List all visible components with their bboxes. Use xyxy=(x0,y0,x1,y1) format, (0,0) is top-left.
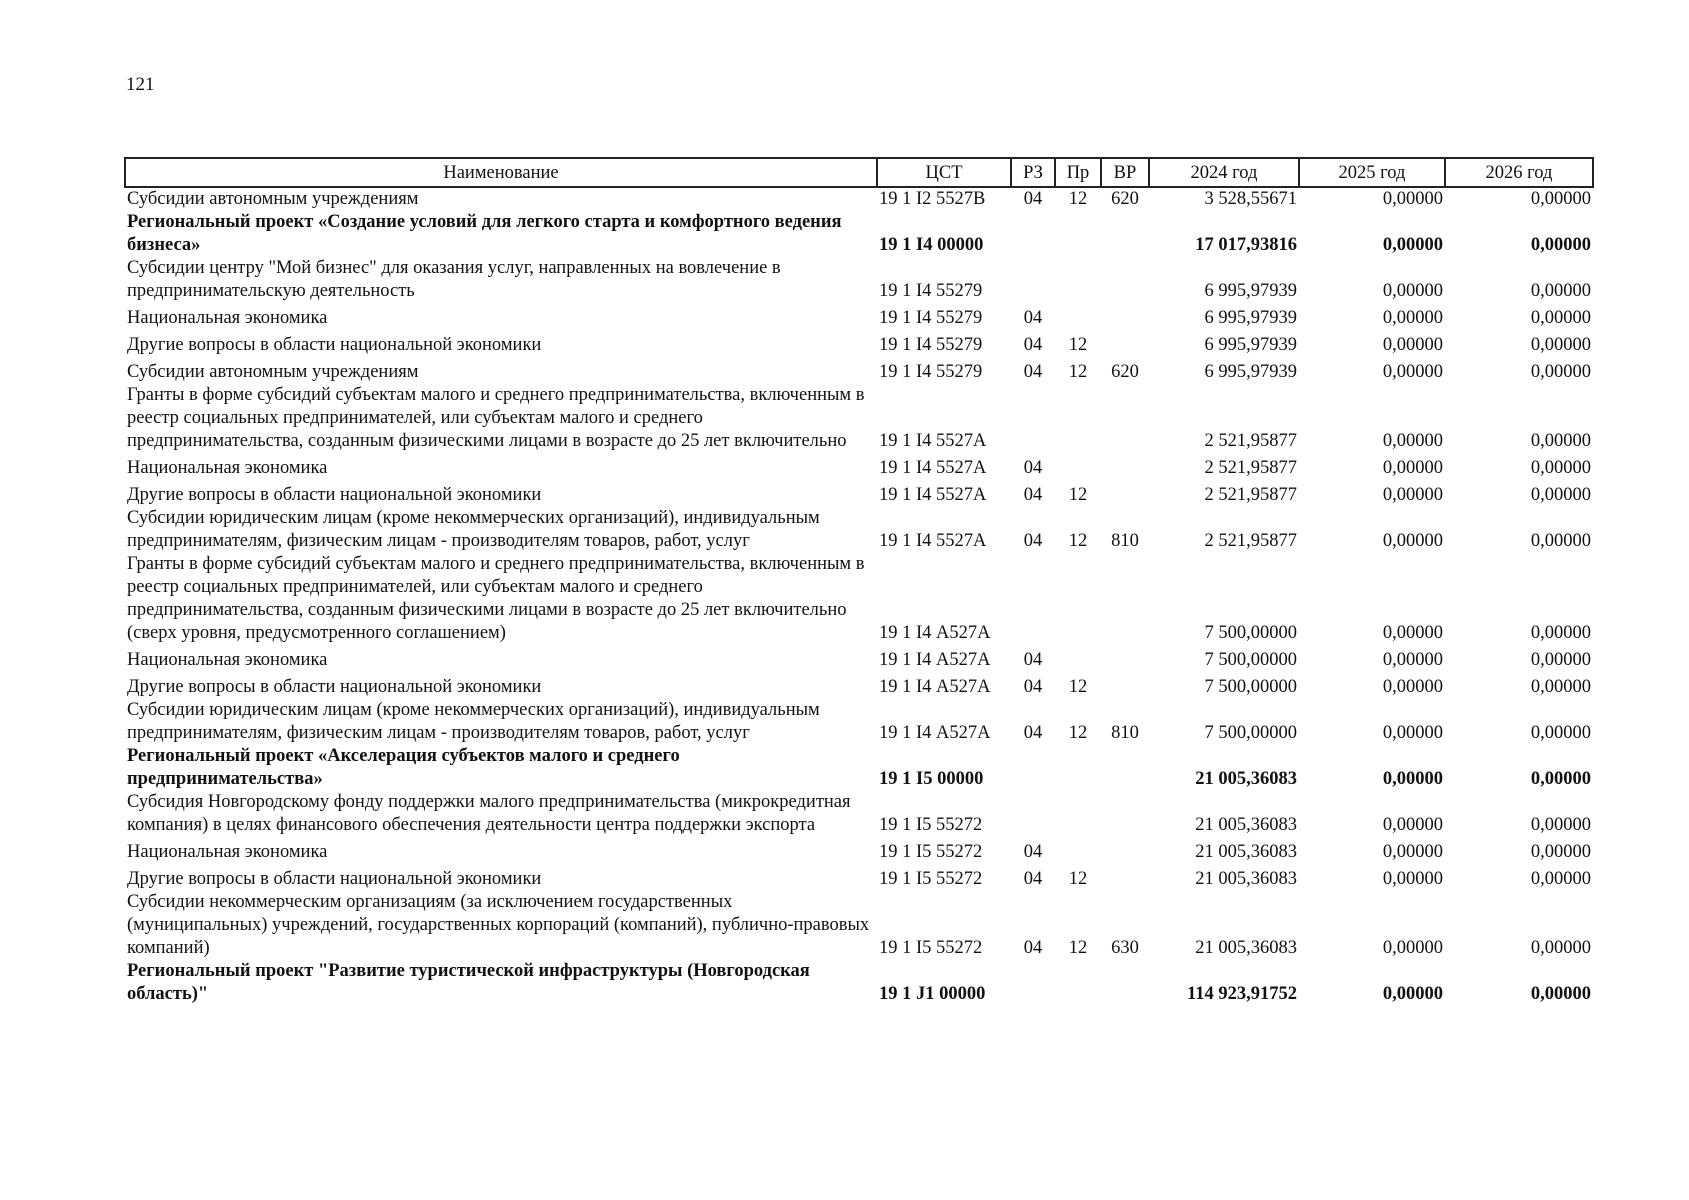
row-name: Другие вопросы в области национальной экономики xyxy=(127,485,542,505)
row-cst: 19 1 I4 А527А xyxy=(879,723,991,743)
row-value-2026: 0,00000 xyxy=(1530,335,1591,355)
row-vr xyxy=(1101,453,1149,480)
header-row xyxy=(125,158,1593,187)
row-value-2024: 21 005,36083 xyxy=(1195,938,1297,958)
table-row xyxy=(125,187,1593,211)
row-value-2024: 6 995,97939 xyxy=(1204,308,1297,328)
row-value-2025: 0,00000 xyxy=(1382,235,1443,255)
row-rz xyxy=(1011,960,1055,1006)
row-value-2024: 7 500,00000 xyxy=(1204,723,1297,743)
row-cst: 19 1 I4 00000 xyxy=(879,235,984,255)
row-value-2026: 0,00000 xyxy=(1530,531,1591,551)
row-vr xyxy=(1101,672,1149,699)
table-row xyxy=(125,891,1593,960)
row-value-2024: 3 528,55671 xyxy=(1204,189,1297,209)
row-cst: 19 1 I4 А527А xyxy=(879,650,991,670)
row-vr xyxy=(1101,553,1149,645)
row-value-2026: 0,00000 xyxy=(1530,458,1591,478)
row-name: Гранты в форме субсидий субъектам малого и среднего предпринимательства, включенным в реестр социальных предпринимателей, или субъектам малого и среднего предпринимательства, созданным физическими лицами в возрасте до 25 лет включительно xyxy=(127,385,865,451)
row-vr xyxy=(1101,303,1149,330)
row-pr: 12 xyxy=(1068,362,1088,382)
table-row xyxy=(125,453,1593,480)
page-number: 121 xyxy=(126,74,155,95)
row-value-2025: 0,00000 xyxy=(1382,869,1443,889)
row-rz xyxy=(1011,211,1055,257)
row-pr xyxy=(1055,453,1101,480)
row-value-2025: 0,00000 xyxy=(1382,335,1443,355)
row-pr: 12 xyxy=(1068,869,1088,889)
row-value-2024: 6 995,97939 xyxy=(1204,281,1297,301)
row-pr: 12 xyxy=(1068,189,1088,209)
row-rz: 04 xyxy=(1023,485,1043,505)
row-vr xyxy=(1101,211,1149,257)
row-rz: 04 xyxy=(1023,335,1043,355)
row-value-2024: 7 500,00000 xyxy=(1204,677,1297,697)
row-value-2026: 0,00000 xyxy=(1530,842,1591,862)
table-row xyxy=(125,791,1593,837)
row-pr: 12 xyxy=(1068,938,1088,958)
row-value-2025: 0,00000 xyxy=(1382,984,1443,1004)
table-row xyxy=(125,507,1593,553)
table-row xyxy=(125,480,1593,507)
row-cst: 19 1 J1 00000 xyxy=(879,984,986,1004)
row-cst: 19 1 I4 5527А xyxy=(879,431,987,451)
row-pr xyxy=(1055,553,1101,645)
row-vr: 810 xyxy=(1111,723,1139,743)
row-pr xyxy=(1055,837,1101,864)
row-name: Региональный проект "Развитие туристической инфраструктуры (Новгородская область)" xyxy=(127,961,810,1004)
row-value-2024: 2 521,95877 xyxy=(1204,531,1297,551)
row-cst: 19 1 I4 А527А xyxy=(879,677,991,697)
row-value-2026: 0,00000 xyxy=(1530,869,1591,889)
row-rz: 04 xyxy=(1023,189,1043,209)
row-value-2025: 0,00000 xyxy=(1382,189,1443,209)
row-value-2024: 6 995,97939 xyxy=(1204,362,1297,382)
row-value-2026: 0,00000 xyxy=(1530,650,1591,670)
row-value-2025: 0,00000 xyxy=(1382,938,1443,958)
row-vr xyxy=(1101,330,1149,357)
row-value-2026: 0,00000 xyxy=(1530,308,1591,328)
row-value-2025: 0,00000 xyxy=(1382,769,1443,789)
row-value-2024: 21 005,36083 xyxy=(1195,769,1297,789)
row-vr xyxy=(1101,837,1149,864)
row-pr xyxy=(1055,960,1101,1006)
row-name: Региональный проект «Создание условий для легкого старта и комфортного ведения бизнеса» xyxy=(127,212,842,255)
row-name: Национальная экономика xyxy=(127,458,328,478)
row-name: Субсидии автономным учреждениям xyxy=(127,362,419,382)
row-cst: 19 1 I2 5527В xyxy=(879,189,986,209)
row-vr: 620 xyxy=(1111,362,1139,382)
table-header xyxy=(125,158,1593,187)
row-cst: 19 1 I4 55279 xyxy=(879,335,983,355)
row-value-2025: 0,00000 xyxy=(1382,531,1443,551)
row-value-2026: 0,00000 xyxy=(1530,769,1591,789)
table-body xyxy=(125,187,1593,1006)
row-rz: 04 xyxy=(1023,677,1043,697)
row-pr xyxy=(1055,791,1101,837)
row-pr: 12 xyxy=(1068,677,1088,697)
row-value-2026: 0,00000 xyxy=(1530,815,1591,835)
row-value-2024: 21 005,36083 xyxy=(1195,842,1297,862)
row-vr xyxy=(1101,480,1149,507)
row-value-2024: 17 017,93816 xyxy=(1195,235,1297,255)
table-row xyxy=(125,303,1593,330)
row-rz xyxy=(1011,553,1055,645)
table-row xyxy=(125,864,1593,891)
row-pr xyxy=(1055,384,1101,453)
row-rz: 04 xyxy=(1023,362,1043,382)
row-rz xyxy=(1011,257,1055,303)
table-row xyxy=(125,257,1593,303)
row-cst: 19 1 I5 00000 xyxy=(879,769,984,789)
row-vr xyxy=(1101,384,1149,453)
row-value-2025: 0,00000 xyxy=(1382,431,1443,451)
row-rz: 04 xyxy=(1023,458,1043,478)
header-name: Наименование xyxy=(125,158,877,187)
row-vr xyxy=(1101,645,1149,672)
row-rz xyxy=(1011,384,1055,453)
row-cst: 19 1 I4 5527А xyxy=(879,485,987,505)
row-value-2026: 0,00000 xyxy=(1530,623,1591,643)
row-rz xyxy=(1011,745,1055,791)
row-name: Субсидия Новгородскому фонду поддержки малого предпринимательства (микрокредитная компания) в целях финансового обеспечения деятельности центра поддержки экспорта xyxy=(127,792,851,835)
row-rz: 04 xyxy=(1023,723,1043,743)
row-value-2024: 21 005,36083 xyxy=(1195,815,1297,835)
table-row xyxy=(125,330,1593,357)
row-name: Другие вопросы в области национальной экономики xyxy=(127,869,542,889)
row-pr: 12 xyxy=(1068,531,1088,551)
row-name: Субсидии центру "Мой бизнес" для оказания услуг, направленных на вовлечение в предпринимательскую деятельность xyxy=(127,258,781,301)
row-value-2026: 0,00000 xyxy=(1530,485,1591,505)
row-name: Субсидии некоммерческим организациям (за исключением государственных (муниципальных) учреждений, государственных корпораций (компаний), публично-правовых компаний) xyxy=(127,892,870,958)
table-row xyxy=(125,553,1593,645)
row-name: Субсидии юридическим лицам (кроме некоммерческих организаций), индивидуальным предпринимателям, физическим лицам - производителям товаров, работ, услуг xyxy=(127,700,820,743)
header-pr: Пр xyxy=(1055,158,1101,187)
row-value-2024: 7 500,00000 xyxy=(1204,623,1297,643)
row-value-2025: 0,00000 xyxy=(1382,650,1443,670)
row-value-2025: 0,00000 xyxy=(1382,815,1443,835)
header-cst: ЦСТ xyxy=(877,158,1011,187)
table-row xyxy=(125,672,1593,699)
row-value-2026: 0,00000 xyxy=(1530,281,1591,301)
row-value-2025: 0,00000 xyxy=(1382,362,1443,382)
row-value-2026: 0,00000 xyxy=(1530,723,1591,743)
row-pr xyxy=(1055,303,1101,330)
row-name: Гранты в форме субсидий субъектам малого и среднего предпринимательства, включенным в реестр социальных предпринимателей, или субъектам малого и среднего предпринимательства, созданным физическими лицами в возрасте до 25 лет включительно (сверх уровня, предусмотренного соглашением) xyxy=(127,554,865,643)
row-rz: 04 xyxy=(1023,842,1043,862)
row-value-2025: 0,00000 xyxy=(1382,677,1443,697)
row-vr: 810 xyxy=(1111,531,1139,551)
row-vr xyxy=(1101,745,1149,791)
row-cst: 19 1 I4 5527А xyxy=(879,458,987,478)
table-row xyxy=(125,960,1593,1006)
row-value-2026: 0,00000 xyxy=(1530,984,1591,1004)
row-value-2024: 2 521,95877 xyxy=(1204,458,1297,478)
row-vr xyxy=(1101,864,1149,891)
budget-table xyxy=(124,157,1594,1006)
row-pr xyxy=(1055,211,1101,257)
row-cst: 19 1 I4 А527А xyxy=(879,623,991,643)
row-name: Другие вопросы в области национальной экономики xyxy=(127,677,542,697)
row-rz: 04 xyxy=(1023,938,1043,958)
row-vr xyxy=(1101,960,1149,1006)
row-value-2025: 0,00000 xyxy=(1382,458,1443,478)
row-cst: 19 1 I4 55279 xyxy=(879,281,983,301)
row-cst: 19 1 I5 55272 xyxy=(879,815,983,835)
row-name: Другие вопросы в области национальной экономики xyxy=(127,335,542,355)
table-row xyxy=(125,384,1593,453)
row-pr: 12 xyxy=(1068,485,1088,505)
row-rz xyxy=(1011,791,1055,837)
row-name: Национальная экономика xyxy=(127,650,328,670)
row-vr: 630 xyxy=(1111,938,1139,958)
row-value-2026: 0,00000 xyxy=(1530,362,1591,382)
table-row xyxy=(125,211,1593,257)
row-value-2026: 0,00000 xyxy=(1530,431,1591,451)
row-name: Региональный проект «Акселерация субъектов малого и среднего предпринимательства» xyxy=(127,746,680,789)
row-rz: 04 xyxy=(1023,308,1043,328)
row-rz: 04 xyxy=(1023,869,1043,889)
row-cst: 19 1 I4 55279 xyxy=(879,308,983,328)
row-pr: 12 xyxy=(1068,335,1088,355)
row-rz: 04 xyxy=(1023,650,1043,670)
row-value-2024: 2 521,95877 xyxy=(1204,431,1297,451)
row-rz: 04 xyxy=(1023,531,1043,551)
row-value-2025: 0,00000 xyxy=(1382,308,1443,328)
row-value-2025: 0,00000 xyxy=(1382,723,1443,743)
header-2024: 2024 год xyxy=(1149,158,1299,187)
row-pr xyxy=(1055,645,1101,672)
row-value-2026: 0,00000 xyxy=(1530,938,1591,958)
row-vr xyxy=(1101,257,1149,303)
row-value-2024: 7 500,00000 xyxy=(1204,650,1297,670)
row-value-2025: 0,00000 xyxy=(1382,842,1443,862)
row-vr xyxy=(1101,791,1149,837)
row-value-2025: 0,00000 xyxy=(1382,623,1443,643)
row-cst: 19 1 I5 55272 xyxy=(879,842,983,862)
row-pr xyxy=(1055,745,1101,791)
row-name: Национальная экономика xyxy=(127,842,328,862)
header-2026: 2026 год xyxy=(1445,158,1593,187)
row-cst: 19 1 I5 55272 xyxy=(879,869,983,889)
row-cst: 19 1 I4 5527А xyxy=(879,531,987,551)
row-value-2024: 6 995,97939 xyxy=(1204,335,1297,355)
header-rz: РЗ xyxy=(1011,158,1055,187)
table-row xyxy=(125,357,1593,384)
row-value-2025: 0,00000 xyxy=(1382,281,1443,301)
row-pr xyxy=(1055,257,1101,303)
table-row xyxy=(125,645,1593,672)
row-value-2025: 0,00000 xyxy=(1382,485,1443,505)
header-2025: 2025 год xyxy=(1299,158,1445,187)
table-row xyxy=(125,745,1593,791)
table-row xyxy=(125,837,1593,864)
row-name: Субсидии юридическим лицам (кроме некоммерческих организаций), индивидуальным предпринимателям, физическим лицам - производителям товаров, работ, услуг xyxy=(127,508,820,551)
row-value-2026: 0,00000 xyxy=(1530,235,1591,255)
row-value-2024: 114 923,91752 xyxy=(1187,984,1297,1004)
row-value-2024: 21 005,36083 xyxy=(1195,869,1297,889)
row-cst: 19 1 I4 55279 xyxy=(879,362,983,382)
row-value-2026: 0,00000 xyxy=(1530,677,1591,697)
row-pr: 12 xyxy=(1068,723,1088,743)
row-name: Национальная экономика xyxy=(127,308,328,328)
row-value-2024: 2 521,95877 xyxy=(1204,485,1297,505)
table-row xyxy=(125,699,1593,745)
row-value-2026: 0,00000 xyxy=(1530,189,1591,209)
header-vr: ВР xyxy=(1101,158,1149,187)
row-name: Субсидии автономным учреждениям xyxy=(127,189,419,209)
row-vr: 620 xyxy=(1111,189,1139,209)
row-cst: 19 1 I5 55272 xyxy=(879,938,983,958)
